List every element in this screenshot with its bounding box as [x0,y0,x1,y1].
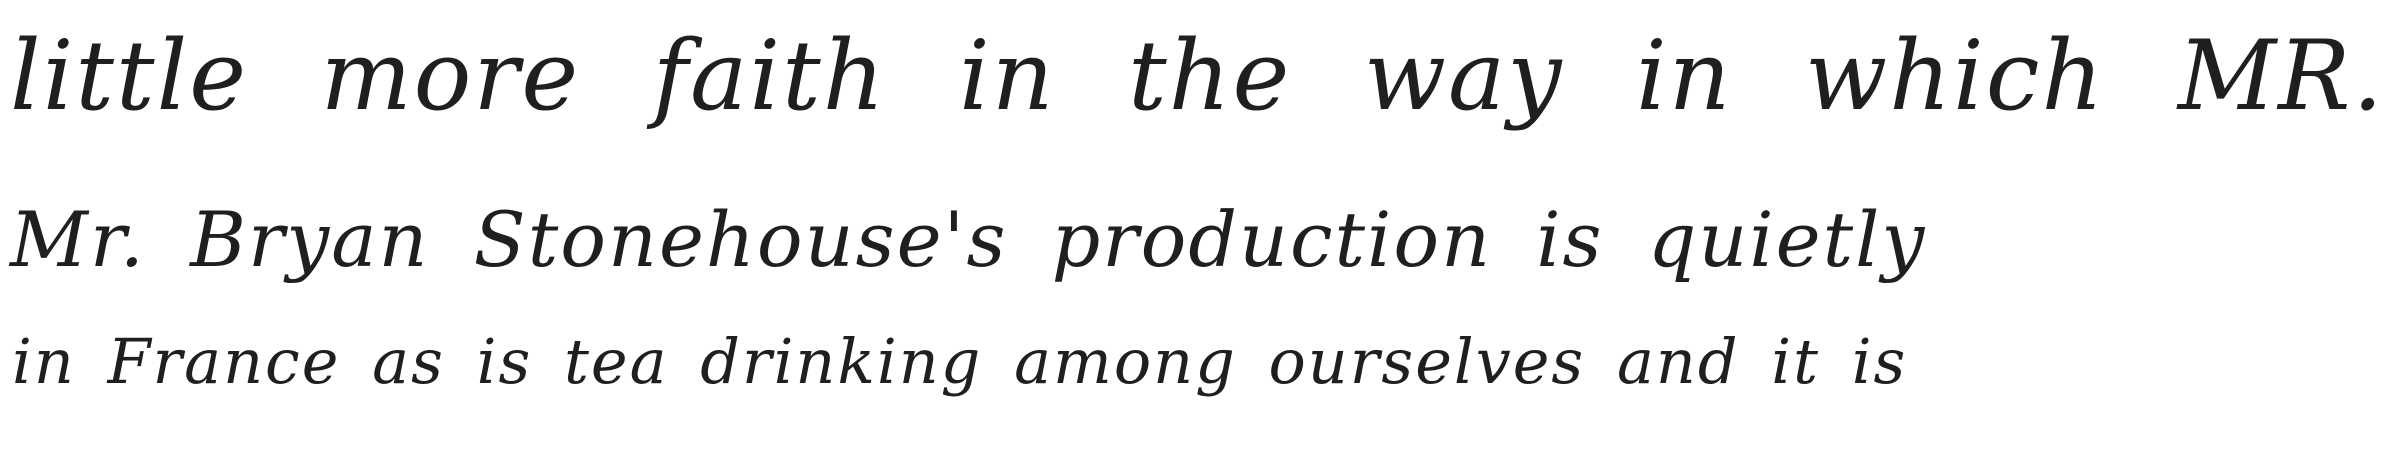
handwriting-line-2: Mr. Bryan Stonehouse's production is quietly [10,195,1927,284]
handwriting-line-1: little more faith in the way in which MR. [10,20,2385,132]
handwriting-line-3: in France as is tea drinking among ourselves and it is [12,325,1908,398]
